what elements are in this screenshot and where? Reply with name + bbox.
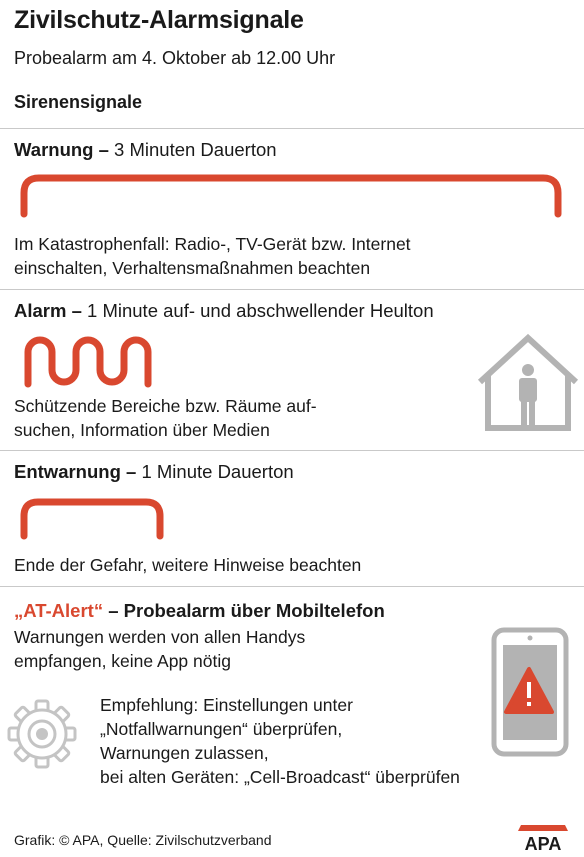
at-alert-name: „AT-Alert“ [14,600,104,621]
description-line: Warnungen werden von allen Handys [14,627,306,647]
signal-detail: 1 Minute Dauerton [141,461,294,482]
signal-name: Entwarnung [14,461,121,482]
apa-logo [512,822,574,852]
recommendation-line: „Notfallwarnungen“ überprüfen, [100,719,343,739]
description-line: einschalten, Verhaltensmaßnahmen beachten [14,258,371,278]
apa-logo-text: APA [524,834,562,854]
at-alert-detail: Probealarm über Mobiltelefon [123,600,385,621]
description-line: empfangen, keine App nötig [14,651,231,671]
page-title: Zivilschutz-Alarmsignale [14,6,304,34]
description-line: suchen, Information über Medien [14,420,270,440]
recommendation-text [100,693,460,789]
source-credit: Grafik: © APA, Quelle: Zivilschutzverband [14,832,272,848]
recommendation-line: bei alten Geräten: „Cell-Broadcast“ überprüfen [100,767,460,787]
description-line: Schützende Bereiche bzw. Räume auf- [14,396,317,416]
at-alert-separator: – [108,600,119,621]
description-line: Im Katastrophenfall: Radio-, TV-Gerät bzw. Internet [14,234,411,254]
signal-detail: 3 Minuten Dauerton [114,139,277,160]
signal-separator: – [98,139,109,160]
recommendation-line: Warnungen zulassen, [100,743,269,763]
signal-name: Warnung [14,139,94,160]
signal-name: Alarm [14,300,67,321]
recommendation-line: Empfehlung: Einstellungen unter [100,695,353,715]
signal-separator: – [126,461,137,482]
page-subtitle: Probealarm am 4. Oktober ab 12.00 Uhr [14,48,336,68]
section-heading: Sirenensignale [14,92,143,112]
signal-detail: 1 Minute auf- und abschwellender Heulton [87,300,434,321]
signal-separator: – [71,300,82,321]
description-line: Ende der Gefahr, weitere Hinweise beachten [14,555,362,575]
